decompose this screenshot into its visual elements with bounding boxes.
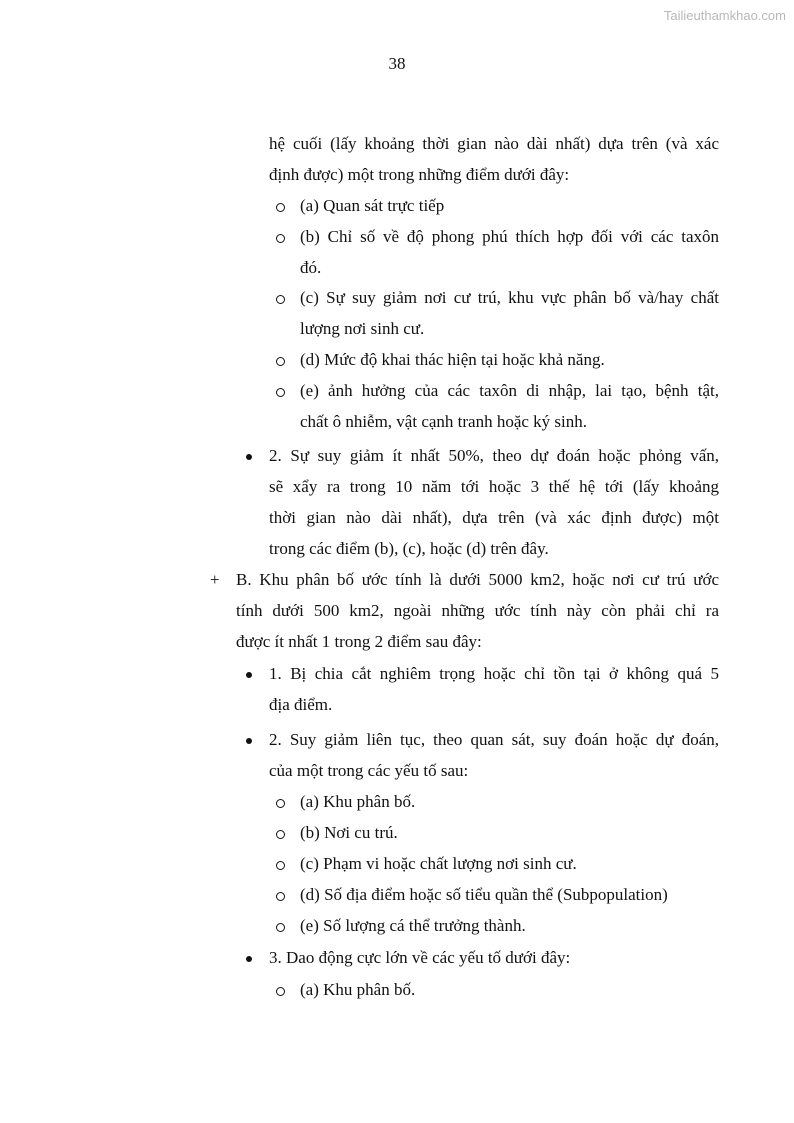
paragraph-line: 1. Bị chia cắt nghiêm trọng hoặc chỉ tồn tại ở không quá 5 xyxy=(269,664,719,683)
circle-bullet-icon xyxy=(276,892,285,901)
list-item: (d) Mức độ khai thác hiện tại hoặc khả năng. xyxy=(300,350,605,369)
paragraph-line: của một trong các yếu tố sau: xyxy=(269,761,469,780)
page-number: 38 xyxy=(388,54,406,73)
bullet-icon xyxy=(246,454,252,460)
plus-marker: + xyxy=(210,570,220,589)
circle-bullet-icon xyxy=(276,388,285,397)
paragraph-line: hệ cuối (lấy khoảng thời gian nào dài nhất) dựa trên (và xác xyxy=(269,134,719,153)
paragraph-line: B. Khu phân bố ước tính là dưới 5000 km2, hoặc nơi cư trú ước xyxy=(236,570,719,589)
list-item: (b) Chỉ số về độ phong phú thích hợp đối với các taxôn xyxy=(300,227,719,246)
list-item: (a) Quan sát trực tiếp xyxy=(300,196,445,215)
circle-bullet-icon xyxy=(276,923,285,932)
list-item: (c) Phạm vi hoặc chất lượng nơi sinh cư. xyxy=(300,854,577,873)
watermark: Tailieuthamkhao.com xyxy=(663,8,786,23)
circle-bullet-icon xyxy=(276,830,285,839)
paragraph-line: 3. Dao động cực lớn về các yếu tố dưới đây: xyxy=(269,948,571,967)
list-item: (b) Nơi cu trú. xyxy=(300,823,398,842)
paragraph-line: được ít nhất 1 trong 2 điểm sau đây: xyxy=(236,632,482,651)
paragraph-line: tính dưới 500 km2, ngoài những ước tính này còn phải chỉ ra xyxy=(236,601,719,620)
list-item: (e) ảnh hưởng của các taxôn di nhập, lai tạo, bệnh tật, xyxy=(300,381,719,400)
bullet-icon xyxy=(246,738,252,744)
circle-bullet-icon xyxy=(276,203,285,212)
circle-bullet-icon xyxy=(276,861,285,870)
paragraph-line: trong các điểm (b), (c), hoặc (d) trên đây. xyxy=(269,539,549,558)
list-item: (c) Sự suy giảm nơi cư trú, khu vực phân bố và/hay chất xyxy=(300,288,719,307)
paragraph-line: 2. Suy giảm liên tục, theo quan sát, suy đoán hoặc dự đoán, xyxy=(269,730,719,749)
list-item-continuation: chất ô nhiễm, vật cạnh tranh hoặc ký sinh. xyxy=(300,412,588,431)
list-item: (a) Khu phân bố. xyxy=(300,980,416,999)
circle-bullet-icon xyxy=(276,295,285,304)
paragraph-line: sẽ xẩy ra trong 10 năm tới hoặc 3 thế hệ tới (lấy khoảng xyxy=(269,477,719,496)
list-item: (e) Số lượng cá thể trưởng thành. xyxy=(300,916,526,935)
list-item-continuation: lượng nơi sinh cư. xyxy=(300,319,425,338)
circle-bullet-icon xyxy=(276,234,285,243)
circle-bullet-icon xyxy=(276,799,285,808)
bullet-icon xyxy=(246,672,252,678)
paragraph-line: 2. Sự suy giảm ít nhất 50%, theo dự đoán hoặc phỏng vấn, xyxy=(269,446,719,465)
paragraph-line: địa điểm. xyxy=(269,695,333,714)
list-item: (a) Khu phân bố. xyxy=(300,792,416,811)
paragraph-line: định được) một trong những điểm dưới đây: xyxy=(269,165,570,184)
paragraph-line: thời gian nào dài nhất), dựa trên (và xác định được) một xyxy=(269,508,719,527)
circle-bullet-icon xyxy=(276,357,285,366)
list-item: (d) Số địa điểm hoặc số tiểu quần thể (Subpopulation) xyxy=(300,885,668,904)
circle-bullet-icon xyxy=(276,987,285,996)
bullet-icon xyxy=(246,956,252,962)
list-item-continuation: đó. xyxy=(300,258,322,277)
